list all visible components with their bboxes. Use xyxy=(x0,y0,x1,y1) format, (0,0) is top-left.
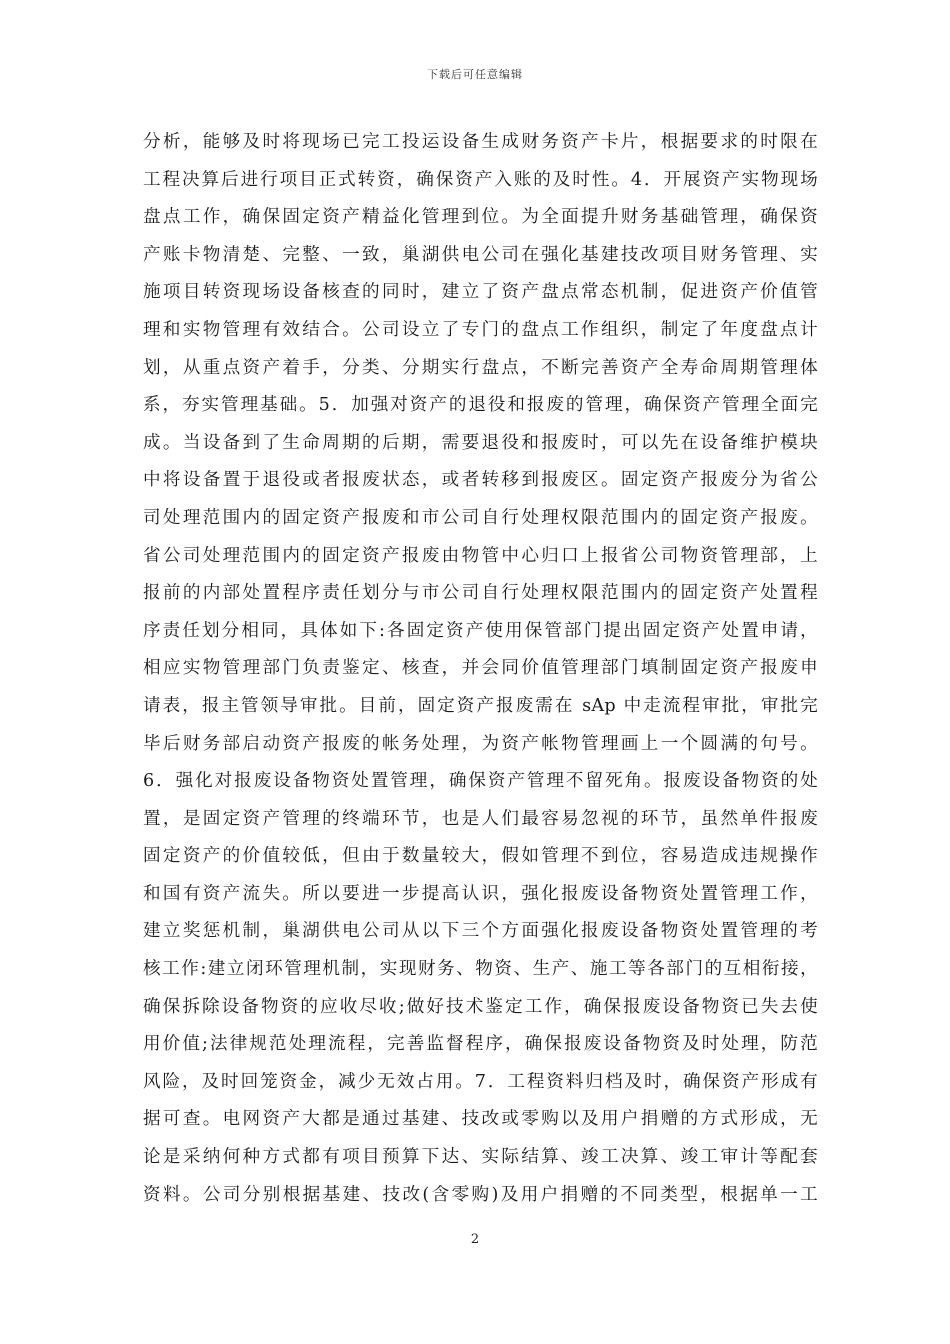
text-line: 固定资产的价值较低，但由于数量较大，假如管理不到位，容易造成违规操作 xyxy=(143,846,818,867)
text-line: 风险，及时回笼资金，减少无效占用。7．工程资料归档及时，确保资产形成有 xyxy=(143,1071,818,1092)
text-line: 核工作:建立闭环管理机制，实现财务、物资、生产、施工等各部门的互相衔接， xyxy=(143,959,818,980)
text-line: 报前的内部处置程序责任划分与市公司自行处理权限范围内的固定资产处置程 xyxy=(143,583,818,604)
text-line: 序责任划分相同，具体如下:各固定资产使用保管部门提出固定资产处置申请， xyxy=(143,620,818,641)
text-line: 分析，能够及时将现场已完工投运设备生成财务资产卡片，根据要求的时限在 xyxy=(143,132,818,152)
text-line: 和国有资产流失。所以要进一步提高认识，强化报废设备物资处置管理工作， xyxy=(143,883,818,904)
text-line: 施项目转资现场设备核查的同时，建立了资产盘点常态机制，促进资产价值管 xyxy=(143,282,818,303)
text-line: 建立奖惩机制，巢湖供电公司从以下三个方面强化报废设备物资处置管理的考 xyxy=(143,921,818,942)
text-line: 理和实物管理有效结合。公司设立了专门的盘点工作组织，制定了年度盘点计 xyxy=(143,319,818,340)
text-line: 6．强化对报废设备物资处置管理，确保资产管理不留死角。报废设备物资的处 xyxy=(143,771,818,792)
page-header: 下载后可任意编辑 xyxy=(427,68,523,81)
text-line: 工程决算后进行项目正式转资，确保资产入账的及时性。4．开展资产实物现场 xyxy=(143,169,818,190)
text-line: 论是采纳何种方式都有项目预算下达、实际结算、竣工决算、竣工审计等配套 xyxy=(143,1147,818,1168)
text-line: 成。当设备到了生命周期的后期，需要退役和报废时，可以先在设备维护模块 xyxy=(143,432,818,453)
text-line: 产账卡物清楚、完整、一致，巢湖供电公司在强化基建技改项目财务管理、实 xyxy=(143,244,818,265)
text-line: 系，夯实管理基础。5．加强对资产的退役和报废的管理，确保资产管理全面完 xyxy=(143,395,818,416)
text-line: 置，是固定资产管理的终端环节，也是人们最容易忽视的环节，虽然单件报废 xyxy=(143,808,818,829)
text-line: 盘点工作，确保固定资产精益化管理到位。为全面提升财务基础管理，确保资 xyxy=(143,207,818,228)
text-line: 司处理范围内的固定资产报废和市公司自行处理权限范围内的固定资产报废。 xyxy=(143,507,818,528)
text-line: 据可查。电网资产大都是通过基建、技改或零购以及用户捐赠的方式形成，无 xyxy=(143,1109,818,1130)
text-line: 确保拆除设备物资的应收尽收;做好技术鉴定工作，确保报废设备物资已失去使 xyxy=(143,996,818,1017)
page-number: 2 xyxy=(470,1232,480,1247)
text-line: 中将设备置于退役或者报废状态，或者转移到报废区。固定资产报废分为省公 xyxy=(143,470,818,491)
document-body xyxy=(143,124,818,1214)
text-line: 请表，报主管领导审批。目前，固定资产报废需在 sAp 中走流程审批，审批完 xyxy=(143,695,818,716)
text-line: 用价值;法律规范处理流程，完善监督程序，确保报废设备物资及时处理，防范 xyxy=(143,1034,818,1055)
text-line: 相应实物管理部门负责鉴定、核查，并会同价值管理部门填制固定资产报废申 xyxy=(143,658,818,679)
text-line: 毕后财务部启动资产报废的帐务处理，为资产帐物管理画上一个圆满的句号。 xyxy=(143,733,818,754)
text-line: 省公司处理范围内的固定资产报废由物管中心归口上报省公司物资管理部，上 xyxy=(143,545,818,566)
text-line: 划，从重点资产着手，分类、分期实行盘点，不断完善资产全寿命周期管理体 xyxy=(143,357,818,378)
text-line: 资料。公司分别根据基建、技改(含零购)及用户捐赠的不同类型，根据单一工 xyxy=(143,1184,818,1205)
